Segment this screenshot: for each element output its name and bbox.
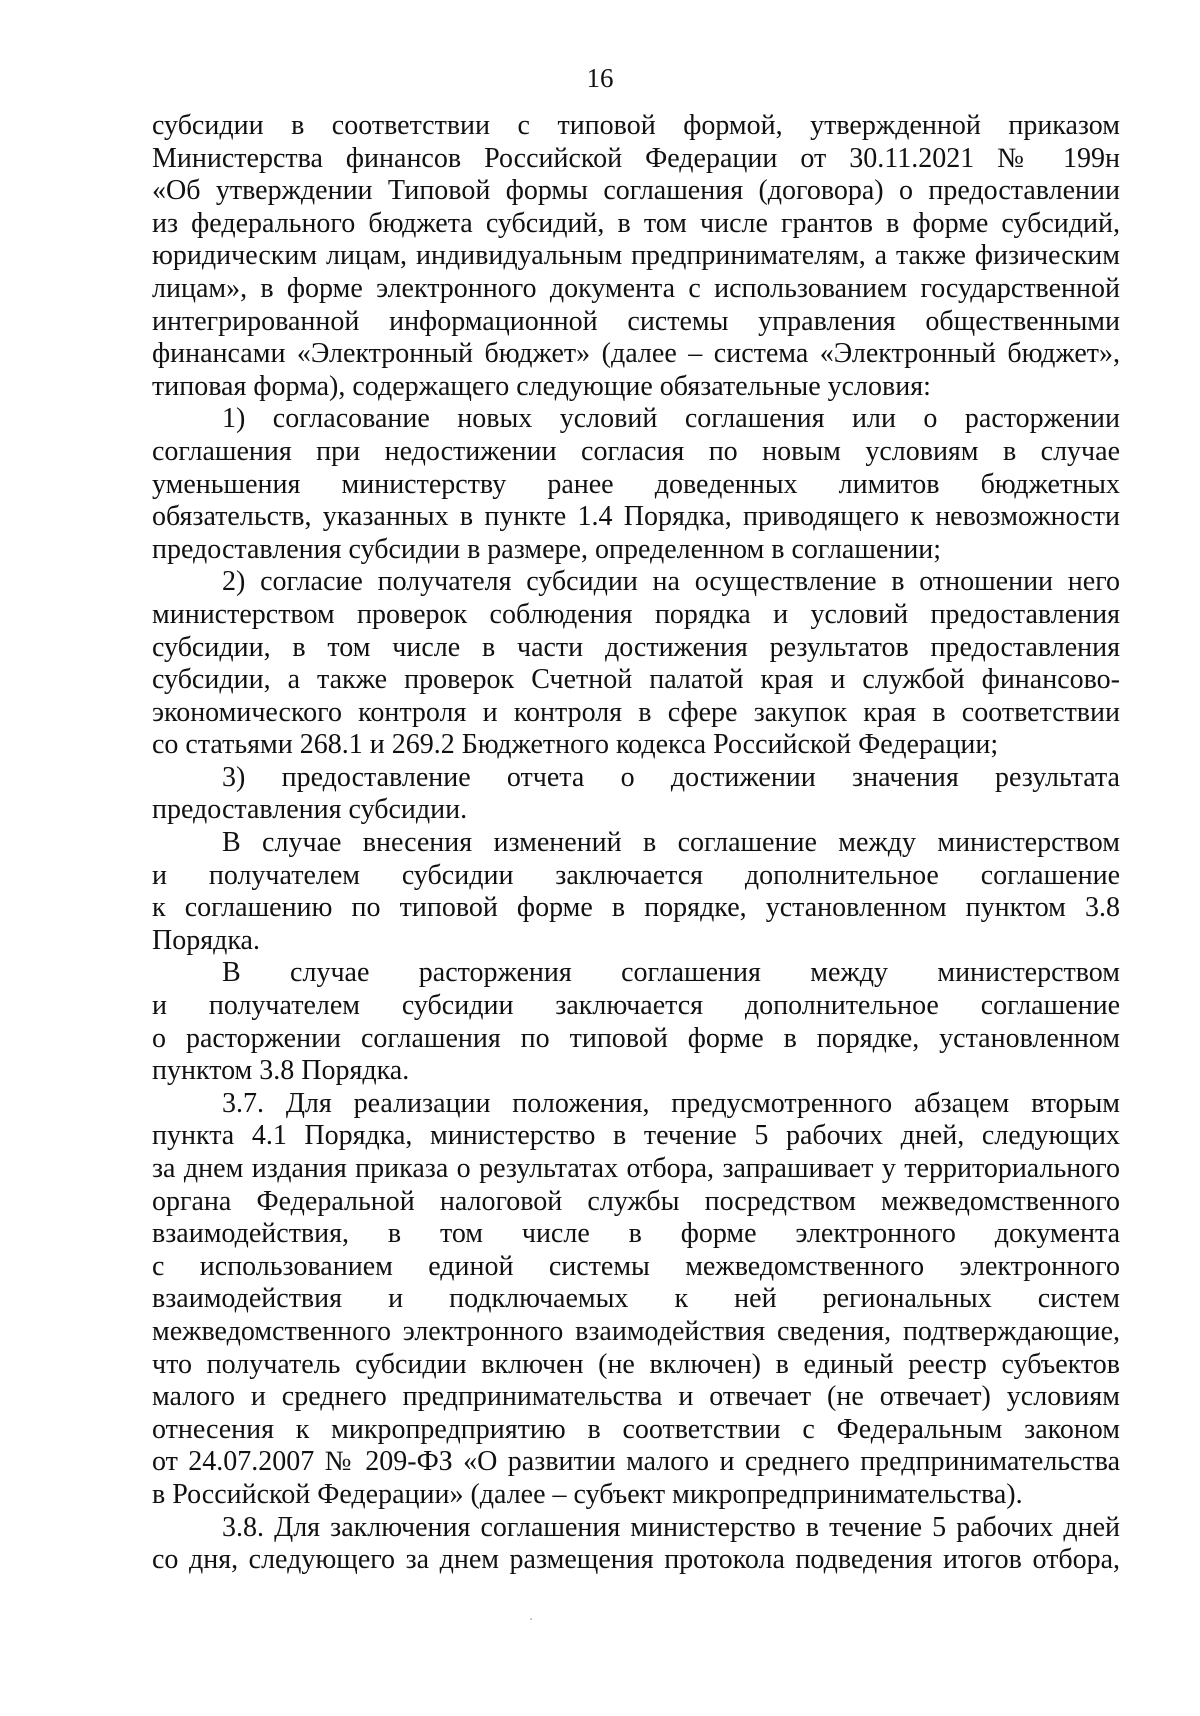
text-line: 2) согласие получателя субсидии на осуществление в отношении него <box>222 566 1120 598</box>
text-line: о расторжении соглашения по типовой форме в порядке, установленном <box>152 1022 1120 1054</box>
paragraph-condition-1 <box>152 403 1120 566</box>
text-line: уменьшения министерству ранее доведенных лимитов бюджетных <box>152 468 1120 500</box>
text-line: предоставления субсидии. <box>152 794 468 826</box>
text-line: экономического контроля и контроля в сфере закупок края в соответствии <box>152 696 1120 728</box>
paragraph-agreement-amendment <box>152 827 1120 957</box>
text-line: со дня, следующего за днем размещения протокола подведения итогов отбора, <box>152 1544 1120 1576</box>
text-line: 3) предоставление отчета о достижении значения результата <box>222 761 1120 793</box>
text-line: интегрированной информационной системы управления общественными <box>152 305 1120 337</box>
text-line: 1) согласование новых условий соглашения или о расторжении <box>222 403 1120 435</box>
scan-artifact <box>530 1618 532 1620</box>
text-line: субсидии в соответствии с типовой формой, утвержденной приказом <box>152 110 1120 141</box>
paragraph-subsidy-agreement-intro <box>152 110 1120 403</box>
text-line: в Российской Федерации» (далее – субъект микропредпринимательства). <box>152 1478 1023 1510</box>
paragraph-clause-3-8 <box>152 1512 1120 1577</box>
text-line: 3.7. Для реализации положения, предусмотренного абзацем вторым <box>222 1087 1120 1119</box>
text-line: пунктом 3.8 Порядка. <box>152 1055 410 1087</box>
paragraph-agreement-termination <box>152 957 1120 1087</box>
text-line: предоставления субсидии в размере, определенном в соглашении; <box>152 533 942 565</box>
paragraph-condition-3 <box>152 762 1120 827</box>
text-line: В случае расторжения соглашения между министерством <box>222 957 1120 989</box>
text-line: и получателем субсидии заключается дополнительное соглашение <box>152 859 1120 891</box>
text-line: лицам», в форме электронного документа с использованием государственной <box>152 272 1120 304</box>
text-line: из федерального бюджета субсидий, в том числе грантов в форме субсидий, <box>152 207 1120 239</box>
text-line: от 24.07.2007 № 209-ФЗ «О развитии малого и среднего предпринимательства <box>152 1446 1120 1478</box>
text-line: со статьями 268.1 и 269.2 Бюджетного кодекса Российской Федерации; <box>152 729 999 761</box>
text-line: что получатель субсидии включен (не включен) в единый реестр субъектов <box>152 1348 1120 1380</box>
text-line: субсидии, в том числе в части достижения результатов предоставления <box>152 631 1120 663</box>
text-line: юридическим лицам, индивидуальным предпринимателям, а также физическим <box>152 240 1120 272</box>
document-body <box>152 110 1120 1577</box>
text-line: с использованием единой системы межведомственного электронного <box>152 1250 1120 1282</box>
text-line: субсидии, а также проверок Счетной палатой края и службой финансово- <box>152 664 1120 696</box>
text-line: к соглашению по типовой форме в порядке, установленном пунктом 3.8 <box>152 892 1120 924</box>
text-line: соглашения при недостижении согласия по новым условиям в случае <box>152 435 1120 467</box>
text-line: и получателем субсидии заключается дополнительное соглашение <box>152 990 1120 1022</box>
text-line: Министерства финансов Российской Федерации от 30.11.2021 № 199н <box>152 142 1120 174</box>
text-line: Порядка. <box>152 924 260 956</box>
text-line: типовая форма), содержащего следующие обязательные условия: <box>152 370 931 402</box>
text-line: малого и среднего предпринимательства и отвечает (не отвечает) условиям <box>152 1381 1120 1413</box>
page-number: 16 <box>586 63 614 93</box>
text-line: взаимодействия, в том числе в форме электронного документа <box>152 1218 1120 1250</box>
text-line: В случае внесения изменений в соглашение между министерством <box>222 827 1120 859</box>
paragraph-condition-2 <box>152 566 1120 762</box>
text-line: пункта 4.1 Порядка, министерство в течение 5 рабочих дней, следующих <box>152 1120 1120 1152</box>
text-line: за днем издания приказа о результатах отбора, запрашивает у территориального <box>152 1153 1120 1184</box>
text-line: «Об утверждении Типовой формы соглашения (договора) о предоставлении <box>152 175 1120 207</box>
text-line: финансами «Электронный бюджет» (далее – система «Электронный бюджет», <box>152 338 1120 370</box>
text-line: взаимодействия и подключаемых к ней региональных систем <box>152 1283 1120 1315</box>
text-line: министерством проверок соблюдения порядка и условий предоставления <box>152 598 1120 630</box>
text-line: обязательств, указанных в пункте 1.4 Порядка, приводящего к невозможности <box>152 501 1120 533</box>
paragraph-clause-3-7 <box>152 1088 1120 1512</box>
text-line: межведомственного электронного взаимодействия сведения, подтверждающие, <box>152 1315 1120 1347</box>
text-line: органа Федеральной налоговой службы посредством межведомственного <box>152 1185 1120 1217</box>
text-line: отнесения к микропредприятию в соответствии с Федеральным законом <box>152 1413 1120 1445</box>
text-line: 3.8. Для заключения соглашения министерство в течение 5 рабочих дней <box>222 1511 1120 1543</box>
